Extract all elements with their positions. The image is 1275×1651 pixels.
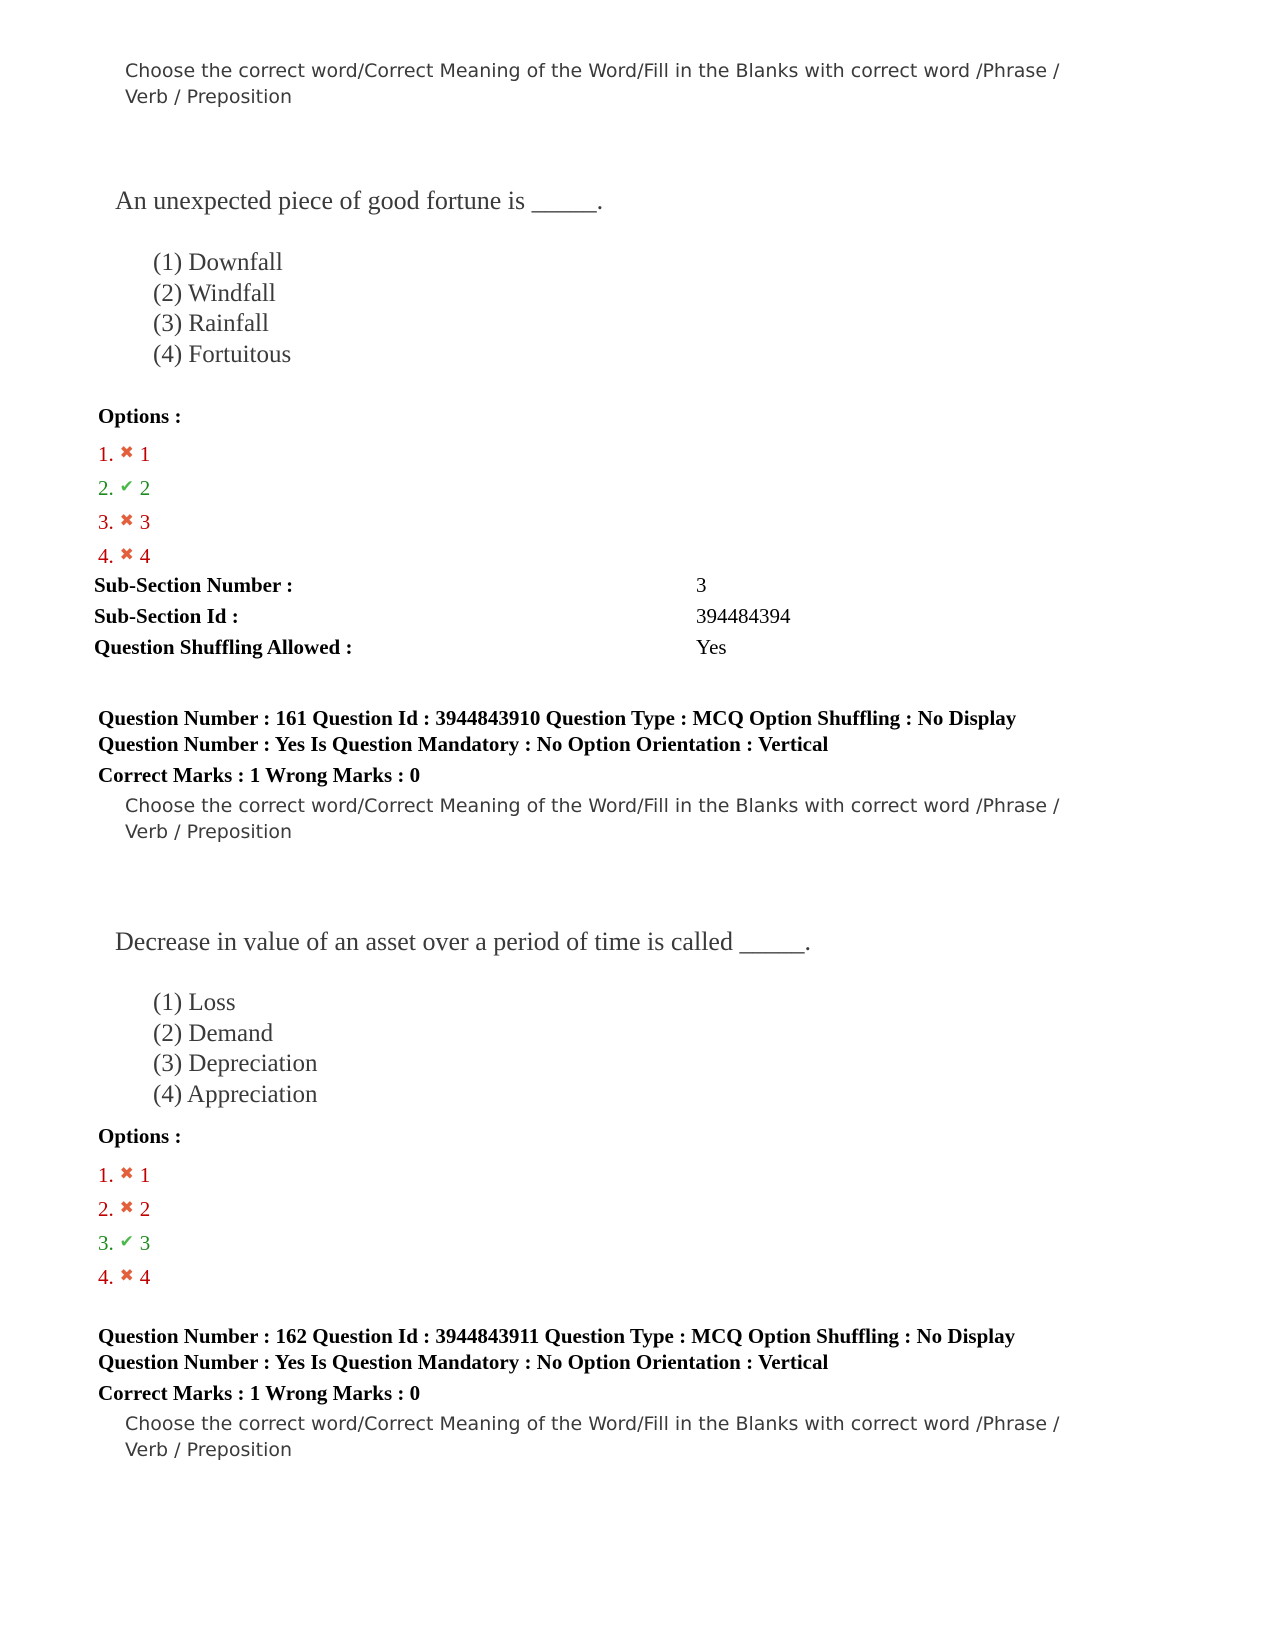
question-instruction: Choose the correct word/Correct Meaning of the Word/Fill in the Blanks with correct word /Phrase / Verb / Preposition [125,1413,1060,1461]
question-meta-line1: Question Number : 162 Question Id : 3944843911 Question Type : MCQ Option Shuffling : No Display [98,1324,1016,1348]
question-marks: Correct Marks : 1 Wrong Marks : 0 [98,763,421,787]
question-choices [153,248,291,370]
subsection-id-value: 394484394 [696,604,791,628]
cross-icon: ✖ [119,511,134,530]
options-label: Options : [98,1124,182,1148]
cross-icon: ✖ [119,1198,134,1217]
choice-item: (1) Loss [153,989,236,1016]
option-row: 4. ✖ 4 [98,1259,150,1293]
option-row: 1. ✖ 1 [98,1157,150,1191]
option-row: 2. ✔ 2 [98,470,150,504]
question-meta-line1: Question Number : 161 Question Id : 3944843910 Question Type : MCQ Option Shuffling : No Display [98,706,1017,730]
question-choices [153,988,318,1110]
subsection-number-label: Sub-Section Number : [94,573,294,597]
question-marks: Correct Marks : 1 Wrong Marks : 0 [98,1381,421,1405]
option-row: 3. ✖ 3 [98,504,150,538]
question-meta-line2: Question Number : Yes Is Question Mandatory : No Option Orientation : Vertical [98,1350,829,1374]
choice-item: (4) Appreciation [153,1080,318,1108]
answer-options [98,1157,150,1293]
option-row: 4. ✖ 4 [98,538,150,572]
option-row: 3. ✔ 3 [98,1225,150,1259]
cross-icon: ✖ [119,443,134,462]
question-instruction: Choose the correct word/Correct Meaning of the Word/Fill in the Blanks with correct word /Phrase / Verb / Preposition [125,795,1060,843]
cross-icon: ✖ [119,545,134,564]
choice-item: (4) Fortuitous [153,340,292,368]
cross-icon: ✖ [119,1164,134,1183]
question-meta-line2: Question Number : Yes Is Question Mandatory : No Option Orientation : Vertical [98,732,829,756]
question-instruction: Choose the correct word/Correct Meaning of the Word/Fill in the Blanks with correct word /Phrase / Verb / Preposition [125,60,1060,108]
choice-item: (2) Demand [153,1019,274,1047]
choice-item: (1) Downfall [153,249,283,276]
answer-options [98,436,150,572]
choice-item: (3) Rainfall [153,310,269,337]
option-row: 1. ✖ 1 [98,436,150,470]
question-text: An unexpected piece of good fortune is _____. [115,186,604,215]
options-label: Options : [98,404,182,428]
subsection-number-value: 3 [696,573,707,597]
question-shuffling-value: Yes [696,635,727,659]
check-icon: ✔ [119,1232,134,1251]
option-row: 2. ✖ 2 [98,1191,150,1225]
question-text: Decrease in value of an asset over a period of time is called _____. [115,927,811,956]
choice-item: (3) Depreciation [153,1050,318,1077]
choice-item: (2) Windfall [153,279,276,307]
cross-icon: ✖ [119,1266,134,1285]
check-icon: ✔ [119,477,134,496]
question-shuffling-label: Question Shuffling Allowed : [94,635,353,659]
subsection-id-label: Sub-Section Id : [94,604,239,628]
